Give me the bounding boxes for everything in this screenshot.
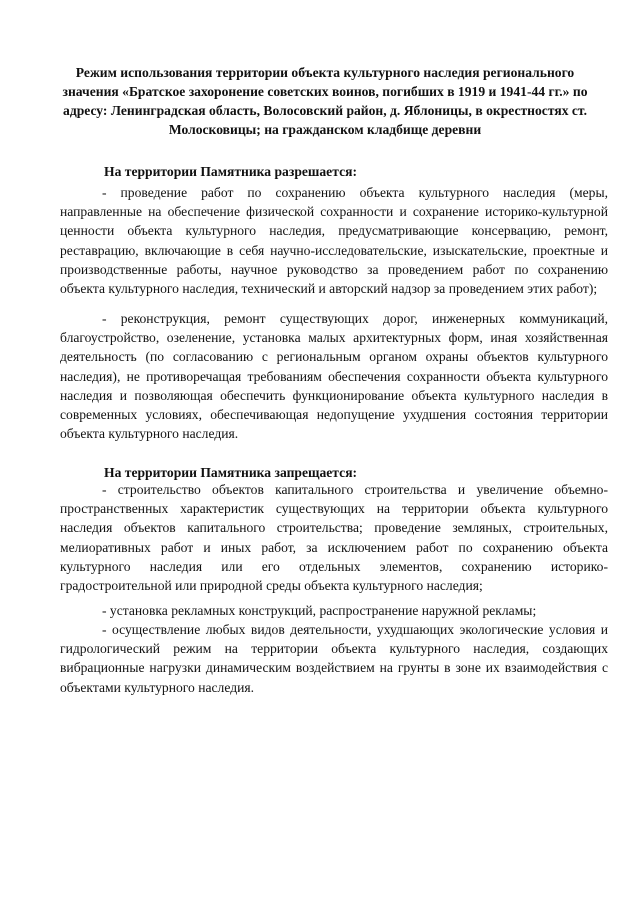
allowed-heading: На территории Памятника разрешается: xyxy=(104,164,357,179)
allowed-item: - реконструкция, ремонт существующих дорог, инженерных коммуникаций, благоустройство, озеленение, установка малых архитектурных форм, иная хозяйственная деятельность (по согласованию с региональным органом охраны объектов культурного наследия), не противоречащая требованиям обеспечения сохранности объекта культурного наследия и позволяющая обеспечить функционирование объекта культурного наследия в современных условиях, обеспечивающая недопущение ухудшения состояния территории объекта культурного наследия. xyxy=(60,311,608,442)
allowed-item: - проведение работ по сохранению объекта культурного наследия (меры, направленные на обеспечение физической сохранности и сохранение историко-культурной ценности объекта культурного наследия, предусматривающие консервацию, ремонт, реставрацию, включающие в себя научно-исследовательские, изыскательские, проектные и производственные работы, научное руководство за проведением работ по сохранению объекта культурного наследия, технический и авторский надзор за проведением этих работ); xyxy=(60,185,608,297)
forbidden-item: - установка рекламных конструкций, распространение наружной рекламы; xyxy=(102,603,537,618)
forbidden-item: - осуществление любых видов деятельности, ухудшающих экологические условия и гидрологический режим на территории объекта культурного наследия, создающих вибрационные нагрузки динамическим воздействием на грунты в зоне их взаимодействия с объектами культурного наследия. xyxy=(60,622,608,695)
document-title: Режим использования территории объекта культурного наследия регионального значения «Братское захоронение советских воинов, погибших в 1919 и 1941-44 гг.» по адресу: Ленинградская область, Волосовский район, д. Яблоницы, в окрестностях ст. Молосковицы; на гражданском кладбище деревни xyxy=(62,65,588,137)
forbidden-heading: На территории Памятника запрещается: xyxy=(104,465,358,480)
forbidden-item: - строительство объектов капитального строительства и увеличение объемно-пространственных характеристик существующих на территории объекта культурного наследия объектов капитального строительства; проведение земляных, строительных, мелиоративных работ и иных работ, за исключением работ по сохранению объекта культурного наследия или его отдельных элементов, сохранению историко-градостроительной или природной среды объекта культурного наследия; xyxy=(60,482,608,594)
